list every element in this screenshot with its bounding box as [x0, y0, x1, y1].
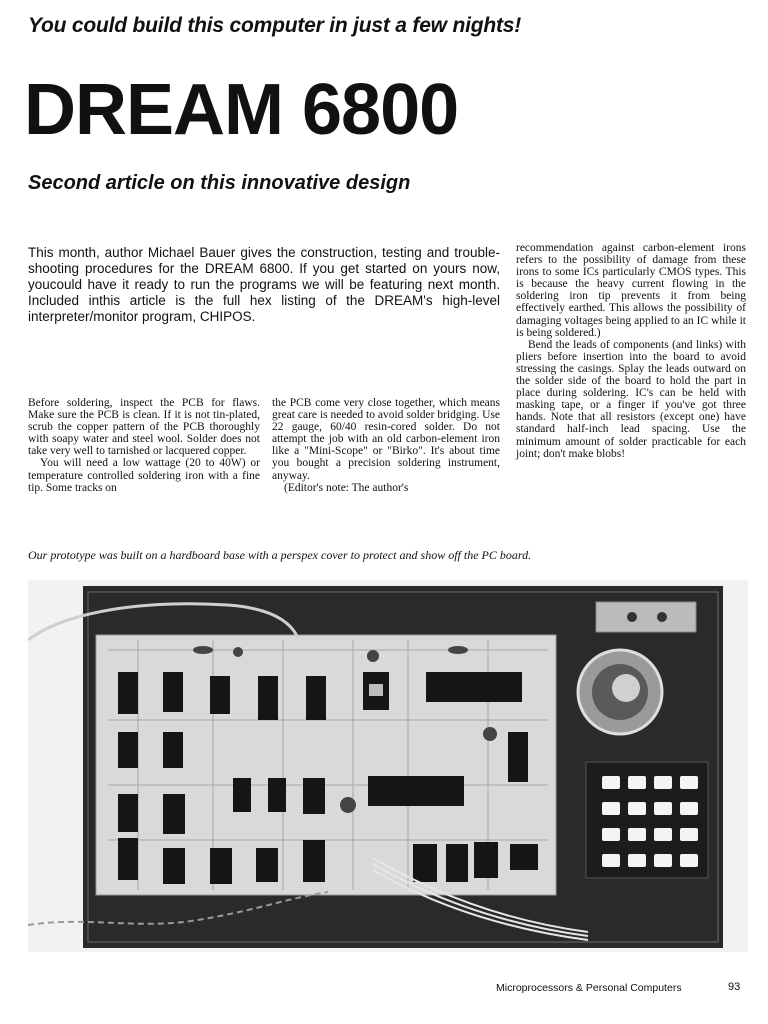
article-subtitle: Second article on this innovative design	[28, 172, 411, 194]
body-column-3	[516, 242, 746, 460]
connector-strip	[596, 602, 696, 632]
article-title: DREAM 6800	[24, 70, 459, 150]
body-column-1	[28, 397, 260, 494]
computer-photo	[28, 580, 748, 952]
speaker-icon	[578, 650, 662, 734]
body-paragraph: Before soldering, inspect the PCB for flaws. Make sure the PCB is clean. If it is not tin-plated, scrub the copper pattern of the PCB thoroughly with soapy water and steel wool. Solder does not take very well to tarnished or lacquered copper.	[28, 397, 260, 458]
body-paragraph: the PCB come very close together, which means great care is needed to avoid solder bridging. Use 22 gauge, 60/40 resin-cored solder. Do not attempt the job with an old carbon-element iron like a "Mini-Scope" or "Birko". It's about time you bought a precision soldering instrument, anyway.	[272, 397, 500, 482]
intro-paragraph: This month, author Michael Bauer gives the construction, testing and trouble-shooting procedures for the DREAM 6800. If you get started on yours now, youcould have it ready to run the programs we will be featuring next month. Included inthis article is the full hex listing of the DREAM's high-level interpreter/monitor program, CHIPOS.	[28, 245, 500, 324]
body-paragraph: You will need a low wattage (20 to 40W) or temperature controlled soldering iron with a fine tip. Some tracks on	[28, 457, 260, 494]
body-paragraph: Bend the leads of components (and links) with pliers before insertion into the board to avoid stressing the casings. Splay the leads outward on the solder side of the board to hold the part in place during soldering. IC's can be held with masking tape, or a finger if you've got three hands. Note that all resistors (except one) have standard half-inch lead spacing. Use the minimum amount of solder practicable for each joint; don't make blobs!	[516, 338, 746, 460]
article-kicker: You could build this computer in just a few nights!	[28, 14, 522, 37]
footer-publication: Microprocessors & Personal Computers	[496, 982, 682, 994]
photo-caption: Our prototype was built on a hardboard base with a perspex cover to protect and show off the PC board.	[28, 548, 532, 562]
body-paragraph: (Editor's note: The author's	[284, 481, 409, 494]
body-column-2	[272, 397, 500, 494]
page-number: 93	[728, 981, 741, 993]
body-paragraph: recommendation against carbon-element irons refers to the possibility of damage from these irons to some ICs particularly CMOS types. This is because the heavy current flowing in the soldering iron tip prevents it from being effectively earthed. This allows the possibility of damaging voltages being applied to an IC while it is being soldered.)	[516, 242, 746, 339]
